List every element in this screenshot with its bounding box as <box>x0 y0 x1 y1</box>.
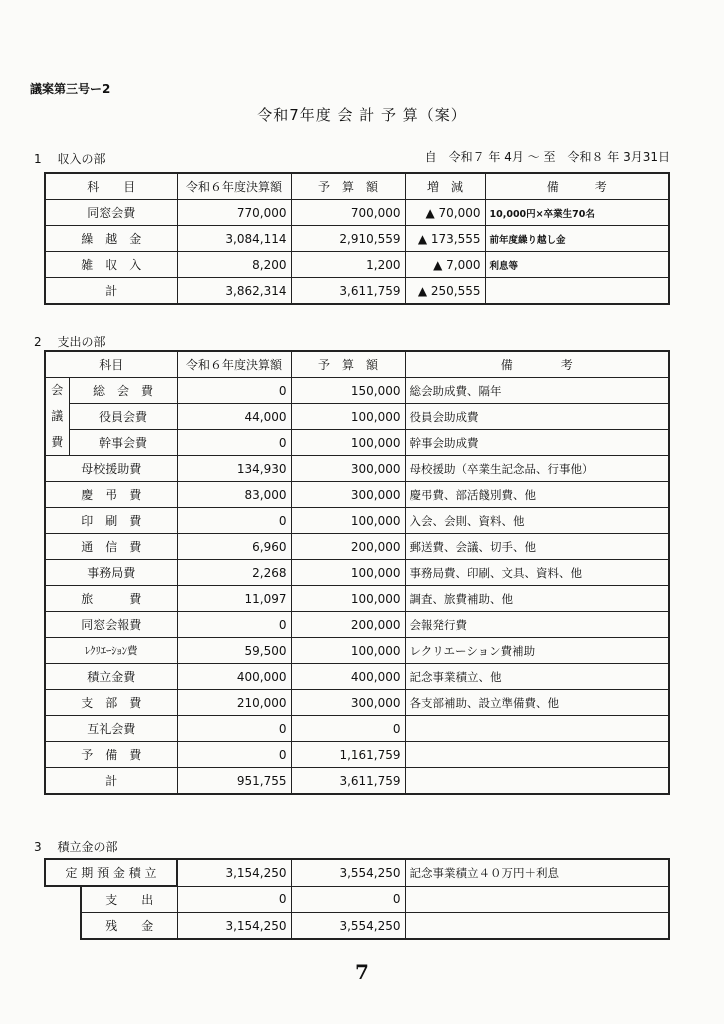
row-note: 総会助成費、隔年 <box>405 378 669 404</box>
fiscal-period: 自 令和７ 年 4月 ～ 至 令和８ 年 3月31日 <box>424 150 670 164</box>
table-row <box>45 252 669 278</box>
row-prev: 210,000 <box>177 690 291 716</box>
row-prev: 2,268 <box>177 560 291 586</box>
table-row <box>45 638 669 664</box>
row-prev: 134,930 <box>177 456 291 482</box>
row-item: 支 部 費 <box>45 690 177 716</box>
row-budget: 100,000 <box>291 404 405 430</box>
row-prev: 83,000 <box>177 482 291 508</box>
row-prev: 3,154,250 <box>177 913 291 940</box>
row-budget: 400,000 <box>291 664 405 690</box>
table-row <box>45 430 669 456</box>
row-item: 繰 越 金 <box>45 226 177 252</box>
row-item: 印 刷 費 <box>45 508 177 534</box>
row-prev: 0 <box>177 378 291 404</box>
row-note: レクリエーション費補助 <box>405 638 669 664</box>
row-note: 幹事会助成費 <box>405 430 669 456</box>
table-row <box>45 716 669 742</box>
row-item: 総 会 費 <box>69 378 177 404</box>
expense-table <box>44 350 670 795</box>
header-note: 備 考 <box>405 351 669 378</box>
row-budget: 1,200 <box>291 252 405 278</box>
row-prev: 0 <box>177 742 291 768</box>
group-label-char: 議 <box>51 409 64 423</box>
table-row <box>45 226 669 252</box>
group-label-char: 会 <box>51 383 64 397</box>
row-diff: ▲ 70,000 <box>405 200 485 226</box>
row-item: 定 期 預 金 積 立 <box>45 859 177 886</box>
row-prev: 0 <box>177 716 291 742</box>
income-heading: 1 収入の部 <box>34 152 106 166</box>
row-item: 幹事会費 <box>69 430 177 456</box>
table-row <box>45 690 669 716</box>
reserve-heading: 3 積立金の部 <box>34 840 118 854</box>
row-budget: 100,000 <box>291 586 405 612</box>
table-row <box>45 560 669 586</box>
table-row <box>45 378 669 404</box>
row-prev: 8,200 <box>177 252 291 278</box>
row-budget: 300,000 <box>291 690 405 716</box>
row-diff: ▲ 173,555 <box>405 226 485 252</box>
row-budget: 200,000 <box>291 612 405 638</box>
header-prev: 令和６年度決算額 <box>177 173 291 200</box>
header-note: 備 考 <box>485 173 669 200</box>
row-budget: 700,000 <box>291 200 405 226</box>
row-item: 計 <box>45 768 177 795</box>
row-item: 支 出 <box>81 886 177 913</box>
row-note <box>405 768 669 795</box>
row-budget: 100,000 <box>291 430 405 456</box>
row-item: 雑 収 入 <box>45 252 177 278</box>
row-budget: 2,910,559 <box>291 226 405 252</box>
table-row <box>45 456 669 482</box>
expense-heading: 2 支出の部 <box>34 335 106 349</box>
row-note: 入会、会則、資料、他 <box>405 508 669 534</box>
row-note <box>485 278 669 305</box>
row-note <box>405 913 669 940</box>
row-prev: 59,500 <box>177 638 291 664</box>
row-note: 各支部補助、設立準備費、他 <box>405 690 669 716</box>
header-budget: 予 算 額 <box>291 351 405 378</box>
row-prev: 44,000 <box>177 404 291 430</box>
row-item: 旅 費 <box>45 586 177 612</box>
row-diff: ▲ 7,000 <box>405 252 485 278</box>
row-item: 同窓会報費 <box>45 612 177 638</box>
row-prev: 400,000 <box>177 664 291 690</box>
row-note: 調査、旅費補助、他 <box>405 586 669 612</box>
meeting-cost-group-label <box>45 378 69 456</box>
document-id: 議案第三号ー2 <box>30 82 111 96</box>
table-row <box>45 404 669 430</box>
row-note: 事務局費、印刷、文具、資料、他 <box>405 560 669 586</box>
row-prev: 3,084,114 <box>177 226 291 252</box>
row-budget: 3,611,759 <box>291 768 405 795</box>
row-item: ﾚｸﾘｴｰｼｮﾝ費 <box>45 638 177 664</box>
row-budget: 0 <box>291 716 405 742</box>
group-label-char: 費 <box>51 435 64 449</box>
row-note: 記念事業積立、他 <box>405 664 669 690</box>
page-number: 7 <box>355 960 369 984</box>
row-note: 利息等 <box>485 252 669 278</box>
row-item: 役員会費 <box>69 404 177 430</box>
row-prev: 770,000 <box>177 200 291 226</box>
row-item: 予 備 費 <box>45 742 177 768</box>
table-row <box>45 742 669 768</box>
row-prev: 11,097 <box>177 586 291 612</box>
row-budget: 3,554,250 <box>291 859 405 886</box>
row-item: 積立金費 <box>45 664 177 690</box>
row-item: 母校援助費 <box>45 456 177 482</box>
header-budget: 予 算 額 <box>291 173 405 200</box>
table-row <box>45 482 669 508</box>
row-item: 通 信 費 <box>45 534 177 560</box>
row-note: 記念事業積立４０万円＋利息 <box>405 859 669 886</box>
table-row <box>45 586 669 612</box>
table-row <box>45 612 669 638</box>
row-item: 残 金 <box>81 913 177 940</box>
indent-spacer <box>45 886 81 913</box>
row-budget: 200,000 <box>291 534 405 560</box>
row-item: 慶 弔 費 <box>45 482 177 508</box>
row-budget: 300,000 <box>291 482 405 508</box>
reserve-table <box>44 858 670 940</box>
table-row <box>45 886 669 913</box>
header-prev: 令和６年度決算額 <box>177 351 291 378</box>
row-note <box>405 742 669 768</box>
row-prev: 0 <box>177 612 291 638</box>
table-row <box>45 859 669 886</box>
row-prev: 3,862,314 <box>177 278 291 305</box>
row-budget: 0 <box>291 886 405 913</box>
income-table <box>44 172 670 305</box>
header-item: 科目 <box>45 351 177 378</box>
row-note: 慶弔費、部活餞別費、他 <box>405 482 669 508</box>
header-diff: 増 減 <box>405 173 485 200</box>
row-note: 郵送費、会議、切手、他 <box>405 534 669 560</box>
row-budget: 100,000 <box>291 638 405 664</box>
row-budget: 3,554,250 <box>291 913 405 940</box>
page-title: 令和7年度 会 計 予 算（案） <box>257 106 467 124</box>
indent-spacer <box>45 913 81 940</box>
row-note <box>405 716 669 742</box>
total-row <box>45 278 669 305</box>
row-diff: ▲ 250,555 <box>405 278 485 305</box>
row-note: 10,000円×卒業生70名 <box>485 200 669 226</box>
row-prev: 0 <box>177 508 291 534</box>
row-note: 会報発行費 <box>405 612 669 638</box>
row-prev: 0 <box>177 886 291 913</box>
row-note: 前年度繰り越し金 <box>485 226 669 252</box>
row-item: 同窓会費 <box>45 200 177 226</box>
table-row <box>45 200 669 226</box>
expense-header-row <box>45 351 669 378</box>
table-row <box>45 534 669 560</box>
total-row <box>45 768 669 795</box>
row-prev: 0 <box>177 430 291 456</box>
row-budget: 150,000 <box>291 378 405 404</box>
row-note <box>405 886 669 913</box>
row-prev: 951,755 <box>177 768 291 795</box>
row-budget: 1,161,759 <box>291 742 405 768</box>
row-budget: 3,611,759 <box>291 278 405 305</box>
income-header-row <box>45 173 669 200</box>
row-item: 互礼会費 <box>45 716 177 742</box>
table-row <box>45 664 669 690</box>
row-item: 計 <box>45 278 177 305</box>
row-item: 事務局費 <box>45 560 177 586</box>
table-row <box>45 508 669 534</box>
header-item: 科 目 <box>45 173 177 200</box>
row-note: 母校援助（卒業生記念品、行事他） <box>405 456 669 482</box>
row-budget: 100,000 <box>291 508 405 534</box>
table-row <box>45 913 669 940</box>
row-budget: 100,000 <box>291 560 405 586</box>
row-budget: 300,000 <box>291 456 405 482</box>
row-note: 役員会助成費 <box>405 404 669 430</box>
row-prev: 3,154,250 <box>177 859 291 886</box>
row-prev: 6,960 <box>177 534 291 560</box>
